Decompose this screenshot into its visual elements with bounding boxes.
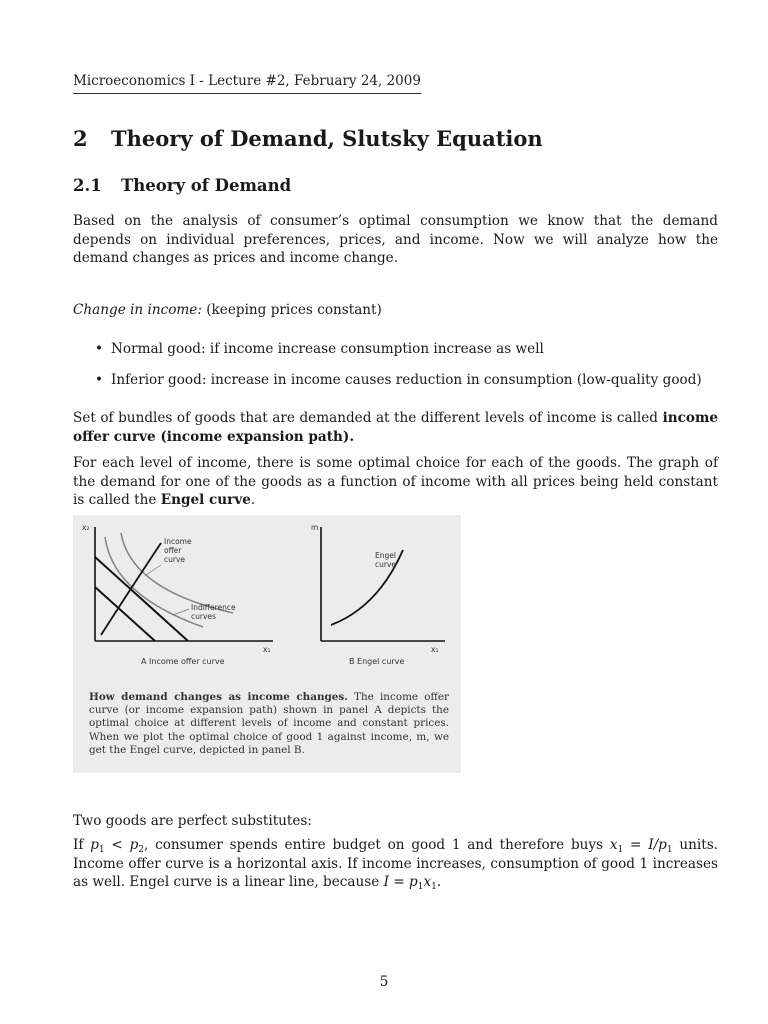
label-pointer (173, 609, 189, 615)
engel-text: For each level of income, there is some optimal choice for each of the goods. The graph of the demand for one of the goods as a function of income with all prices being held constant is called the (73, 455, 718, 508)
engel-end: . (250, 492, 256, 508)
engel-curve-label: Engel curve (375, 551, 397, 569)
income-offer-curve-label: Income offer curve (164, 537, 192, 564)
bullet-dot: • (95, 372, 104, 388)
bullet-inferior-good (95, 371, 715, 389)
engel-paragraph (73, 454, 718, 510)
label-pointer (146, 565, 161, 575)
section-title-text: Theory of Demand, Slutsky Equation (111, 126, 543, 151)
subsection-title (73, 176, 291, 195)
bullet-normal-good (95, 340, 715, 358)
income-offer-text: Set of bundles of goods that are demanded at the different levels of income is called (73, 410, 663, 426)
panel-b-x-label: x₁ (431, 645, 439, 654)
panel-a-x-label: x₁ (263, 645, 271, 654)
subsection-number: 2.1 (73, 176, 102, 195)
page-number: 5 (379, 974, 389, 990)
panel-b-y-label: m (311, 523, 319, 532)
change-in-income-label: Change in income: (73, 302, 202, 318)
math-income-identity: $I = p_1x_1$ (383, 874, 437, 892)
math-price-inequality: $p_1 < p_2$ (90, 837, 145, 855)
change-in-income-note: (keeping prices constant) (206, 302, 382, 318)
figure-caption-text: The income offer curve (or income expansion path) shown in panel A depicts the optimal choice at different levels of income and constant prices. When we plot the optimal choice of good 1 against income, m, we get the Engel curve, depicted in panel B. (89, 691, 449, 756)
substitutes-paragraph: If $p_1 < p_2$, consumer spends entire budget on good 1 and therefore buys $x_1 = I/p_1$ units. Income offer curve is a horizontal axis. If income increases, consumption of good 1 increases as well. Engel curve is a linear line, because $I = p_1x_1$. (73, 837, 719, 892)
budget-line (95, 587, 155, 641)
indifference-curves-label: Indifference curves (191, 603, 236, 621)
change-in-income-line (73, 301, 718, 320)
bullet-text: Normal good: if income increase consumption increase as well (111, 341, 544, 357)
figure-caption-bold: How demand changes as income changes. (89, 691, 348, 703)
bullet-dot: • (95, 341, 104, 357)
section-title (73, 126, 543, 151)
bullet-text: Inferior good: increase in income causes reduction in consumption (low-quality good) (111, 372, 702, 388)
figure-caption (89, 691, 449, 757)
math-demand-x1: $x_1 = I/p_1$ (609, 837, 673, 855)
intro-paragraph: Based on the analysis of consumer’s optimal consumption we know that the demand depends on individual preferences, prices, and income. Now we will analyze how the demand changes as prices and income change. (73, 213, 718, 266)
panel-b-title: B Engel curve (349, 657, 405, 666)
figure-income-engel (73, 515, 461, 773)
income-offer-paragraph (73, 409, 718, 446)
engel-term: Engel curve (160, 492, 251, 508)
subsection-title-text: Theory of Demand (121, 176, 292, 195)
section-number: 2 (73, 126, 88, 151)
panel-a-title: A Income offer curve (141, 657, 225, 666)
income-offer-term: income offer curve (income expansion path). (73, 410, 718, 445)
panel-a-y-label: x₂ (82, 523, 90, 532)
substitutes-heading: Two goods are perfect substitutes: (73, 813, 312, 829)
running-head: Microeconomics I - Lecture #2, February 24, 2009 (73, 73, 421, 94)
